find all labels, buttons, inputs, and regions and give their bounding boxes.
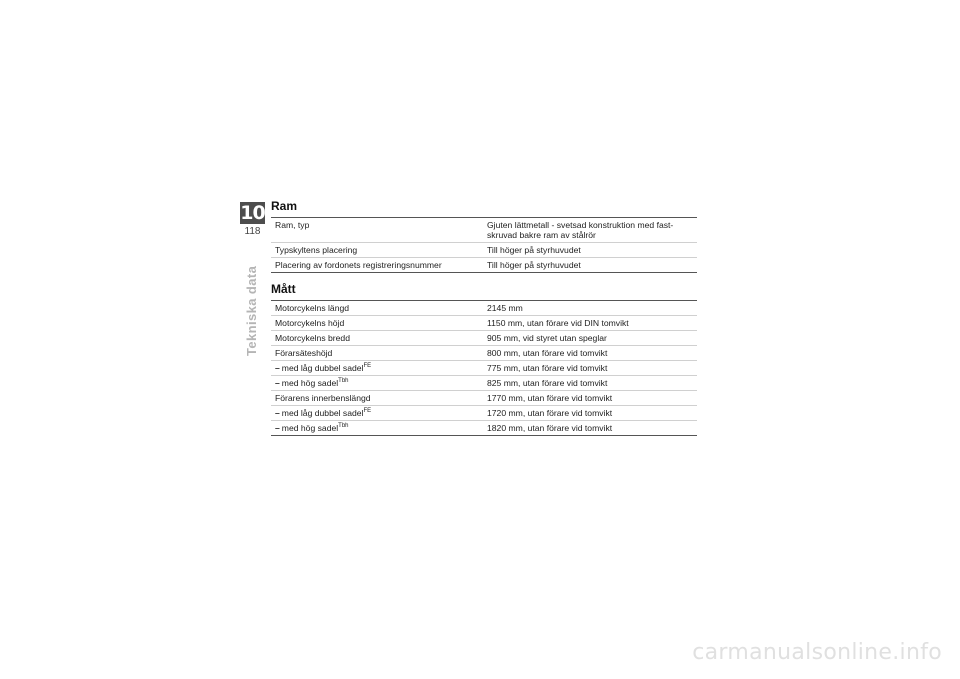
spec-value-line: Gjuten lättmetall - svetsad konstruktion med fast-	[487, 220, 674, 230]
spec-value	[487, 258, 697, 272]
spec-label-text: Placering av fordonets registreringsnummer	[275, 260, 442, 270]
spec-value	[487, 376, 697, 390]
table-row	[271, 330, 697, 345]
table-row	[271, 301, 697, 315]
equipment-note: Tbh	[338, 423, 349, 430]
spec-label	[271, 361, 487, 375]
table-row	[271, 257, 697, 272]
spec-label	[271, 391, 487, 405]
spec-value	[487, 243, 697, 257]
spec-label-text: med hög sadel	[281, 423, 339, 433]
equipment-note: FE	[363, 363, 372, 370]
list-dash: –	[275, 378, 280, 388]
spec-label	[271, 316, 487, 330]
spec-value-line: 800 mm, utan förare vid tomvikt	[487, 348, 608, 358]
section-title-ram: Ram	[271, 199, 298, 213]
spec-table-ram	[271, 217, 697, 273]
spec-label-text: Motorcykelns längd	[275, 303, 350, 313]
spec-label	[271, 346, 487, 360]
table-row	[271, 420, 697, 435]
spec-value	[487, 218, 697, 242]
list-dash: –	[275, 423, 280, 433]
spec-label-text: med låg dubbel sadel	[281, 408, 364, 418]
spec-value	[487, 316, 697, 330]
watermark: carmanualsonline.info	[692, 640, 942, 665]
table-row	[271, 345, 697, 360]
spec-value	[487, 361, 697, 375]
table-row	[271, 375, 697, 390]
spec-label	[271, 331, 487, 345]
spec-label-text: med hög sadel	[281, 378, 339, 388]
spec-label	[271, 376, 487, 390]
spec-label	[271, 243, 487, 257]
section-title-matt: Mått	[271, 282, 296, 296]
spec-value-line: 1720 mm, utan förare vid tomvikt	[487, 408, 613, 418]
spec-label	[271, 218, 487, 242]
table-row	[271, 218, 697, 242]
table-row	[271, 405, 697, 420]
spec-value	[487, 406, 697, 420]
spec-label-text: Förarsäteshöjd	[275, 348, 333, 358]
equipment-note: Tbh	[338, 378, 349, 385]
table-row	[271, 390, 697, 405]
page-number: 118	[244, 226, 261, 237]
spec-value	[487, 391, 697, 405]
spec-label-text: Ram, typ	[275, 220, 310, 230]
chapter-number: 10	[240, 202, 265, 224]
list-dash: –	[275, 408, 280, 418]
spec-label	[271, 421, 487, 435]
spec-value-line: Till höger på styrhuvudet	[487, 245, 581, 255]
spec-value-line: Till höger på styrhuvudet	[487, 260, 581, 270]
spec-label-text: Förarens innerbenslängd	[275, 393, 371, 403]
spec-value	[487, 301, 697, 315]
spec-label	[271, 258, 487, 272]
spec-label-text: med låg dubbel sadel	[281, 363, 364, 373]
spec-label	[271, 301, 487, 315]
spec-value-line: 1150 mm, utan förare vid DIN tomvikt	[487, 318, 629, 328]
spec-value-line: skruvad bakre ram av stålrör	[487, 230, 596, 240]
list-dash: –	[275, 363, 280, 373]
spec-value	[487, 421, 697, 435]
spec-value-line: 2145 mm	[487, 303, 523, 313]
equipment-note: FE	[363, 408, 372, 415]
spec-value-line: 825 mm, utan förare vid tomvikt	[487, 378, 608, 388]
spec-value	[487, 346, 697, 360]
table-row	[271, 315, 697, 330]
spec-value-line: 775 mm, utan förare vid tomvikt	[487, 363, 608, 373]
chapter-side-title: Tekniska data	[244, 265, 259, 356]
table-row	[271, 360, 697, 375]
spec-label-text: Motorcykelns bredd	[275, 333, 350, 343]
spec-label-text: Typskyltens placering	[275, 245, 358, 255]
section-matt	[271, 282, 697, 436]
spec-label-text: Motorcykelns höjd	[275, 318, 345, 328]
table-row	[271, 242, 697, 257]
spec-value-line: 905 mm, vid styret utan speglar	[487, 333, 607, 343]
spec-value-line: 1820 mm, utan förare vid tomvikt	[487, 423, 613, 433]
spec-value-line: 1770 mm, utan förare vid tomvikt	[487, 393, 613, 403]
section-ram	[271, 199, 697, 273]
spec-label	[271, 406, 487, 420]
spec-value	[487, 331, 697, 345]
spec-table-matt	[271, 300, 697, 436]
